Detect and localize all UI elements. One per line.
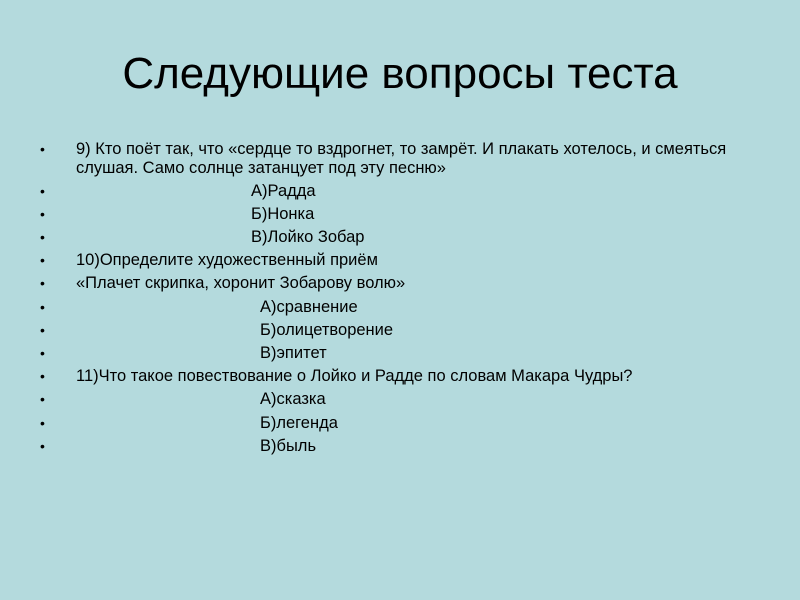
- bullet-icon: •: [40, 275, 45, 292]
- question-10-text: 10)Определите художественный приём: [76, 251, 378, 270]
- option-text: В)эпитет: [260, 344, 327, 362]
- bullet-icon: •: [40, 298, 45, 315]
- option-text: Б)Нонка: [251, 204, 315, 223]
- bullet-icon: •: [40, 437, 45, 454]
- list-item-option-10c: [40, 344, 730, 363]
- list-item-quote: [40, 274, 730, 293]
- list-item-option-11c: [40, 437, 730, 456]
- option-text: В)Лойко Зобар: [251, 228, 365, 247]
- list-item-option-11b: [40, 414, 730, 433]
- option-text: В)быль: [260, 436, 317, 455]
- quote-text: «Плачет скрипка, хоронит Зобарову волю»: [76, 274, 406, 293]
- bullet-icon: •: [40, 391, 45, 408]
- list-item-option-10a: [40, 298, 730, 317]
- option-text: А)сказка: [260, 390, 326, 409]
- list-item-question-10: [40, 251, 730, 270]
- bullet-icon: •: [40, 141, 45, 157]
- option-text: Б)олицетворение: [260, 320, 394, 339]
- bullet-icon: •: [40, 345, 45, 361]
- bullet-icon: •: [40, 321, 45, 338]
- bullet-icon: •: [40, 414, 45, 431]
- list-item-option-9b: [40, 205, 730, 224]
- list-item-question-11: [40, 367, 730, 386]
- bullet-icon: •: [40, 205, 45, 222]
- bullet-icon: •: [40, 368, 45, 385]
- question-11-text: 11)Что такое повествование о Лойко и Радде по словам Макара Чудры?: [76, 367, 633, 386]
- bullet-icon: •: [40, 229, 45, 246]
- list-item-option-10b: [40, 321, 730, 340]
- bullet-icon: •: [40, 252, 45, 269]
- slide-title: Следующие вопросы теста: [122, 49, 678, 98]
- option-text: А)сравнение: [260, 297, 358, 316]
- question-list: [40, 140, 730, 460]
- option-text: А)Радда: [251, 181, 316, 200]
- list-item-option-9a: [40, 182, 730, 201]
- list-item-option-9c: [40, 228, 730, 247]
- bullet-icon: •: [40, 182, 45, 199]
- list-item-question-9: [40, 140, 730, 177]
- option-text: Б)легенда: [260, 413, 338, 432]
- list-item-option-11a: [40, 390, 730, 409]
- question-9-text: 9) Кто поёт так, что «сердце то вздрогнет, то замрёт. И плакать хотелось, и смеяться слушая. Само солнце затанцует под эту песню»: [76, 140, 727, 177]
